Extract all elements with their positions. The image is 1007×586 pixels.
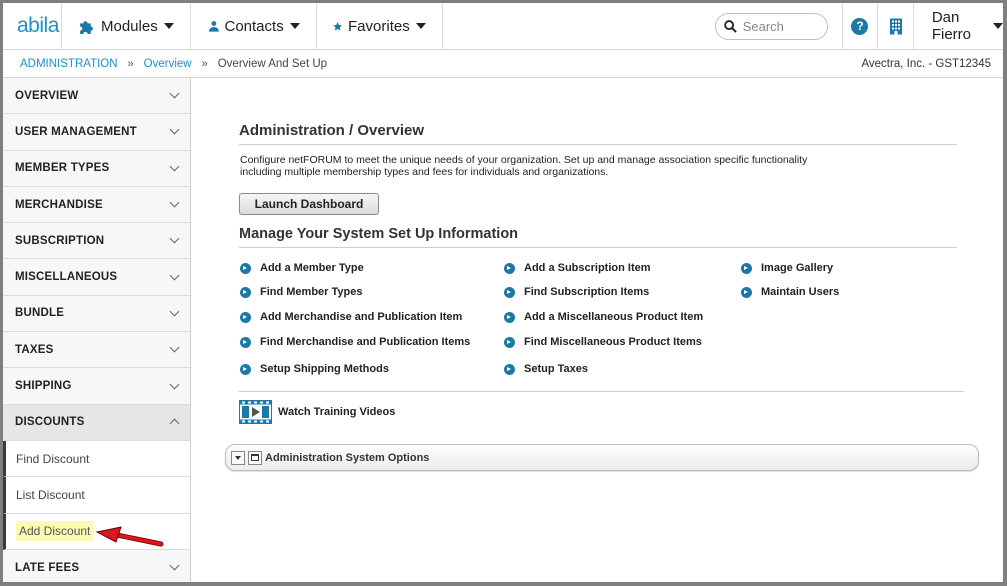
user-name: Dan Fierro	[931, 9, 971, 43]
chevron-down-icon	[416, 23, 426, 29]
sidebar-item-label: MERCHANDISE	[15, 198, 103, 211]
search-icon	[724, 20, 737, 33]
sidebar-item-label: DISCOUNTS	[15, 416, 85, 429]
link-add-miscellaneous-item[interactable]	[504, 311, 703, 323]
help-icon: ?	[851, 18, 868, 35]
sidebar-item-user-management[interactable]	[3, 114, 190, 150]
main-content	[192, 78, 1003, 583]
arrow-circle-icon	[504, 287, 515, 298]
link-add-member-type[interactable]	[240, 262, 364, 274]
link-label: Maintain Users	[761, 286, 840, 298]
chevron-down-icon	[170, 561, 180, 571]
setup-section-title: Manage Your System Set Up Information	[239, 226, 957, 248]
breadcrumb-separator: »	[201, 57, 208, 70]
sidebar-subitem-list-discount[interactable]	[3, 477, 190, 513]
arrow-circle-icon	[240, 263, 251, 274]
arrow-circle-icon	[741, 263, 752, 274]
chevron-down-icon	[170, 343, 180, 353]
options-panel-title: Administration System Options	[265, 451, 430, 464]
arrow-circle-icon	[504, 263, 515, 274]
link-find-member-types[interactable]	[240, 286, 362, 298]
help-button[interactable]	[843, 3, 879, 49]
sidebar	[3, 78, 191, 583]
sidebar-item-taxes[interactable]	[3, 332, 190, 368]
link-label: Find Subscription Items	[524, 286, 650, 298]
person-icon	[209, 18, 219, 34]
launch-dashboard-button[interactable]: Launch Dashboard	[239, 193, 379, 215]
abila-logo[interactable]	[3, 3, 62, 49]
sidebar-subitem-label: Add Discount	[16, 521, 93, 541]
sidebar-item-label: SHIPPING	[15, 380, 72, 393]
breadcrumb-administration[interactable]: ADMINISTRATION	[20, 57, 118, 70]
link-label: Image Gallery	[761, 262, 834, 274]
contacts-menu[interactable]	[191, 3, 317, 49]
chevron-down-icon	[993, 23, 1003, 29]
link-label: Find Miscellaneous Product Items	[524, 336, 702, 348]
sidebar-item-shipping[interactable]	[3, 368, 190, 404]
breadcrumb-overview[interactable]: Overview	[143, 57, 192, 70]
sidebar-item-label: MEMBER TYPES	[15, 162, 110, 175]
sidebar-item-subscription[interactable]	[3, 223, 190, 259]
training-videos-label: Watch Training Videos	[278, 406, 396, 418]
favorites-label: Favorites	[348, 17, 410, 35]
user-menu[interactable]	[914, 3, 1003, 49]
chevron-down-icon	[170, 125, 180, 135]
expand-toggle-button[interactable]	[231, 451, 245, 465]
arrow-circle-icon	[504, 337, 515, 348]
building-icon	[889, 18, 903, 35]
window-icon	[251, 454, 259, 461]
chevron-down-icon	[170, 234, 180, 244]
organization-button[interactable]	[878, 3, 914, 49]
video-film-icon	[239, 400, 272, 424]
chevron-down-icon	[170, 161, 180, 171]
link-add-subscription-item[interactable]	[504, 262, 651, 274]
sidebar-item-label: USER MANAGEMENT	[15, 125, 137, 138]
modules-menu[interactable]	[62, 3, 191, 49]
link-find-miscellaneous-items[interactable]	[504, 336, 702, 348]
link-label: Add a Miscellaneous Product Item	[524, 311, 704, 323]
star-icon	[333, 18, 342, 35]
chevron-down-icon	[170, 306, 180, 316]
arrow-circle-icon	[741, 287, 752, 298]
top-nav	[3, 3, 1003, 50]
page-description: Configure netFORUM to meet the unique needs of your organization. Set up and manage association specific functionality including multiple membership types and fees for individuals and organizations.	[240, 154, 808, 178]
breadcrumb-current: Overview And Set Up	[217, 57, 328, 70]
link-label: Add a Subscription Item	[524, 262, 651, 274]
link-label: Setup Taxes	[524, 363, 588, 375]
chevron-down-icon	[170, 379, 180, 389]
arrow-circle-icon	[240, 312, 251, 323]
sidebar-item-late-fees[interactable]	[3, 550, 190, 586]
search-placeholder: Search	[742, 18, 784, 34]
puzzle-icon	[78, 18, 95, 35]
link-setup-shipping-methods[interactable]	[240, 363, 389, 375]
chevron-down-icon	[170, 270, 180, 280]
chevron-down-icon	[164, 23, 174, 29]
sidebar-item-miscellaneous[interactable]	[3, 259, 190, 295]
link-maintain-users[interactable]	[741, 286, 839, 298]
page-title: Administration / Overview	[239, 122, 957, 145]
watch-training-videos-link[interactable]	[239, 400, 395, 424]
search-input[interactable]	[715, 13, 828, 40]
breadcrumb	[3, 50, 1003, 78]
sidebar-subitem-label: Find Discount	[16, 451, 90, 466]
sidebar-subitem-label: List Discount	[16, 487, 85, 502]
link-label: Find Merchandise and Publication Items	[260, 336, 471, 348]
logo-text: abila	[17, 14, 59, 37]
contacts-label: Contacts	[224, 17, 284, 35]
sidebar-item-label: MISCELLANEOUS	[15, 271, 118, 284]
link-image-gallery[interactable]	[741, 262, 833, 274]
favorites-menu[interactable]	[317, 3, 443, 49]
sidebar-item-member-types[interactable]	[3, 151, 190, 187]
link-setup-taxes[interactable]	[504, 363, 588, 375]
modules-label: Modules	[101, 17, 158, 35]
arrow-circle-icon	[504, 364, 515, 375]
arrow-circle-icon	[504, 312, 515, 323]
link-label: Add Merchandise and Publication Item	[260, 311, 463, 323]
sidebar-item-label: LATE FEES	[15, 561, 80, 574]
arrow-circle-icon	[240, 364, 251, 375]
chevron-down-icon	[290, 23, 300, 29]
sidebar-item-merchandise[interactable]	[3, 187, 190, 223]
sidebar-item-label: SUBSCRIPTION	[15, 234, 105, 247]
link-label: Find Member Types	[260, 286, 363, 298]
nav-spacer	[443, 3, 703, 49]
sidebar-item-bundle[interactable]	[3, 296, 190, 332]
arrow-circle-icon	[240, 287, 251, 298]
sidebar-item-label: TAXES	[15, 343, 54, 356]
sidebar-item-overview[interactable]	[3, 78, 190, 114]
sidebar-item-label: BUNDLE	[15, 307, 65, 320]
sidebar-item-discounts[interactable]	[3, 405, 190, 441]
chevron-down-icon	[170, 89, 180, 99]
chevron-up-icon	[170, 419, 180, 429]
chevron-down-icon	[170, 198, 180, 208]
arrow-circle-icon	[240, 337, 251, 348]
link-find-subscription-items[interactable]	[504, 286, 649, 298]
triangle-down-icon	[235, 456, 241, 460]
link-add-merchandise-item[interactable]	[240, 311, 462, 323]
sidebar-item-label: OVERVIEW	[15, 89, 79, 102]
administration-options-panel[interactable]	[225, 444, 979, 471]
search-container	[703, 3, 843, 49]
sidebar-subitem-find-discount[interactable]	[3, 441, 190, 477]
link-label: Setup Shipping Methods	[260, 363, 389, 375]
link-find-merchandise-items[interactable]	[240, 336, 470, 348]
link-label: Add a Member Type	[260, 262, 364, 274]
breadcrumb-separator: »	[127, 57, 134, 70]
annotation-arrow-icon	[95, 524, 165, 552]
organization-label: Avectra, Inc. - GST12345	[861, 57, 991, 70]
section-divider	[238, 391, 964, 392]
window-toggle-button[interactable]	[248, 451, 262, 465]
